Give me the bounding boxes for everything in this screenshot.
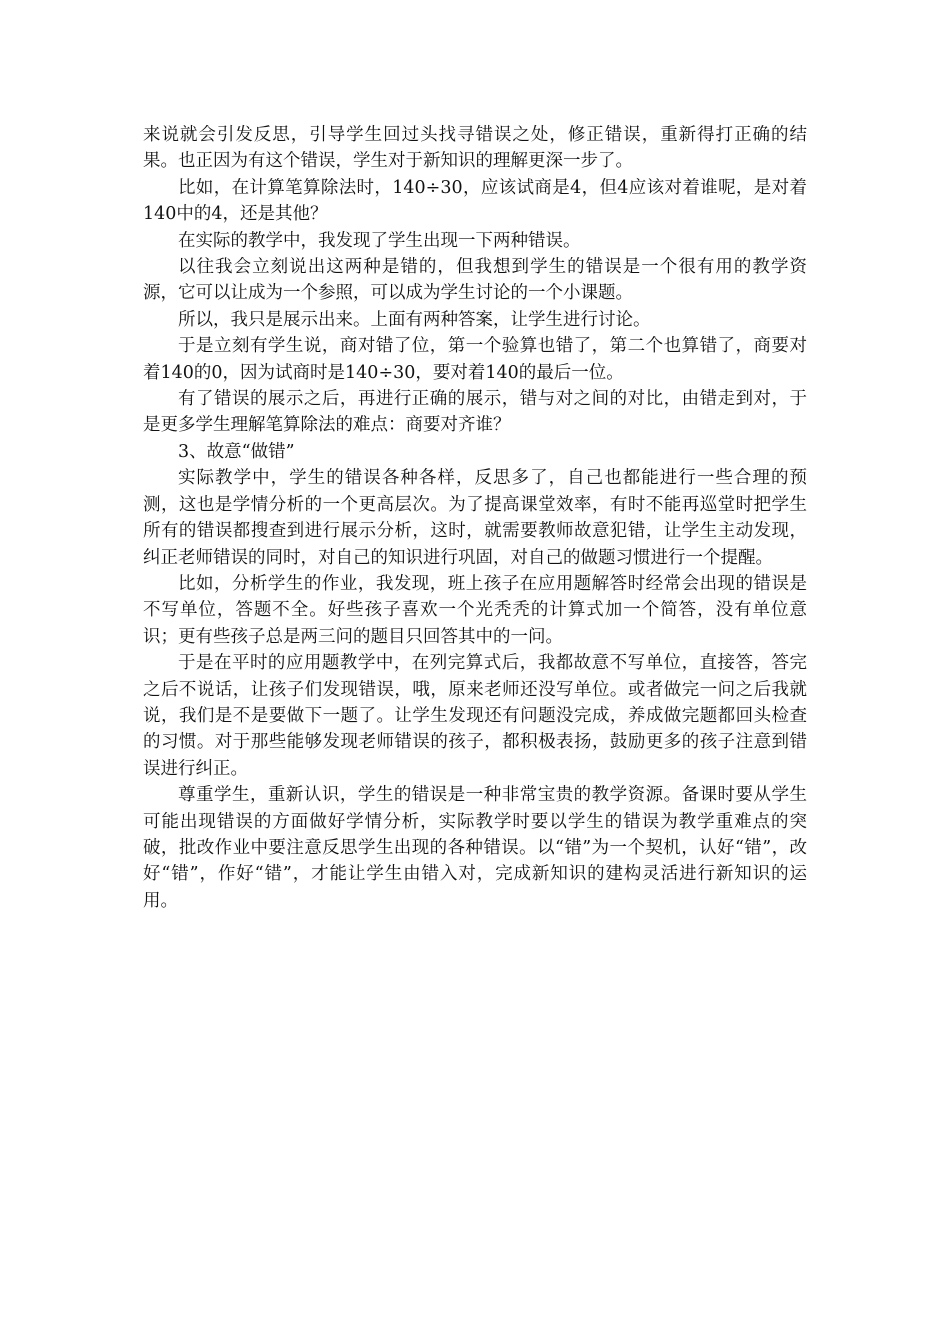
paragraph: 来说就会引发反思，引导学生回过头找寻错误之处，修正错误，重新得打正确的结果。也正因为有这个错误，学生对于新知识的理解更深一步了。 [143,125,807,172]
paragraph: 在实际的教学中，我发现了学生出现一下两种错误。 [178,230,581,251]
document-body [143,122,807,914]
paragraph: 实际教学中，学生的错误各种各样，反思多了，自己也都能进行一些合理的预测，这也是学情分析的一个更高层次。为了提高课堂效率，有时不能再巡堂时把学生所有的错误都搜查到进行展示分析，这时，就需要教师故意犯错，让学生主动发现，纠正老师错误的同时，对自己的知识进行巩固，对自己的做题习惯进行一个提醒。 [143,468,807,568]
paragraph: 尊重学生，重新认识，学生的错误是一种非常宝贵的教学资源。备课时要从学生可能出现错误的方面做好学情分析，实际教学时要以学生的错误为教学重难点的突破，批改作业中要注意反思学生出现的各种错误。以“错”为一个契机，认好“错”，改好“错”，作好“错”，才能让学生由错入对，完成新知识的建构灵活进行新知识的运用。 [143,785,807,911]
paragraph: 所以，我只是展示出来。上面有两种答案，让学生进行讨论。 [178,309,651,330]
paragraph: 于是立刻有学生说，商对错了位，第一个验算也错了，第二个也算错了，商要对着140的0，因为试商时是140÷30，要对着140的最后一位。 [143,336,807,383]
paragraph: 有了错误的展示之后，再进行正确的展示，错与对之间的对比，由错走到对，于是更多学生理解笔算除法的难点：商要对齐谁？ [143,389,807,436]
paragraph: 比如，在计算笔算除法时，140÷30，应该试商是4，但4应该对着谁呢，是对着140中的4，还是其他？ [143,177,807,225]
paragraph: 以往我会立刻说出这两种是错的，但我想到学生的错误是一个很有用的教学资源，它可以让成为一个参照，可以成为学生讨论的一个小课题。 [143,257,807,304]
section-heading: 3、故意“做错” [178,441,295,462]
paragraph: 于是在平时的应用题教学中，在列完算式后，我都故意不写单位，直接答，答完之后不说话，让孩子们发现错误，哦，原来老师还没写单位。或者做完一问之后我就说，我们是不是要做下一题了。让学生发现还有问题没完成，养成做完题都回头检查的习惯。对于那些能够发现老师错误的孩子，都积极表扬，鼓励更多的孩子注意到错误进行纠正。 [143,653,807,779]
paragraph: 比如，分析学生的作业，我发现，班上孩子在应用题解答时经常会出现的错误是不写单位，答题不全。好些孩子喜欢一个光秃秃的计算式加一个简答，没有单位意识；更有些孩子总是两三问的题目只回答其中的一问。 [143,573,807,647]
